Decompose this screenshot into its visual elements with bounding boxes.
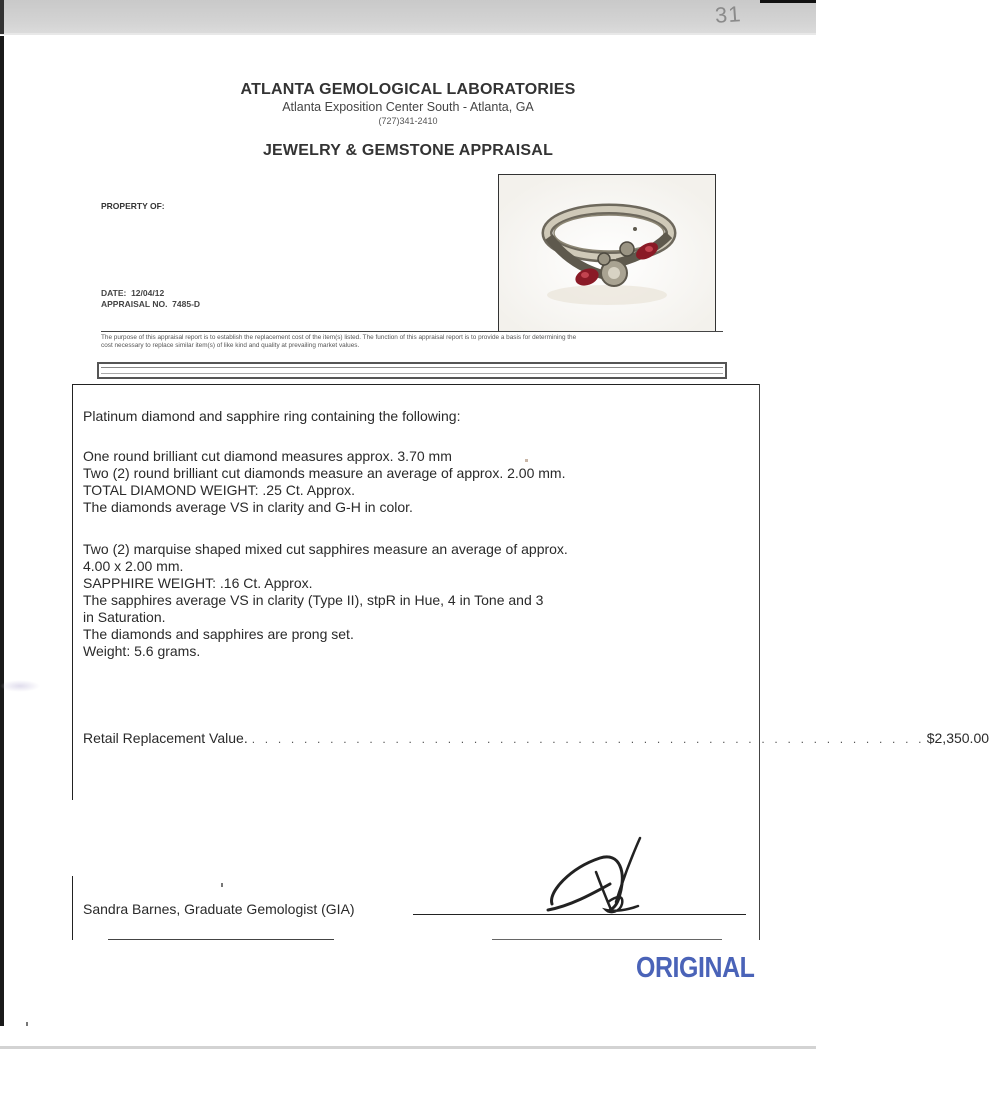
original-stamp: ORIGINAL [636,952,755,984]
purpose-statement [101,334,721,350]
signature-mark [540,832,660,920]
purpose-line-1: The purpose of this appraisal report is to establish the replacement cost of the item(s) listed. The function of this appraisal report is to provide a basis for determining the [101,334,577,341]
side-diamond-left [598,253,610,265]
document-title: JEWELRY & GEMSTONE APPRAISAL [262,142,554,159]
sapphire-line: 4.00 x 2.00 mm. [83,558,184,574]
box-border-bottom-right [492,939,722,940]
diamond-weight-line: TOTAL DIAMOND WEIGHT: .25 Ct. Approx. [83,482,356,498]
gemologist-name: Sandra Barnes, Graduate Gemologist (GIA) [83,901,355,917]
sapphire-right-glint [645,246,653,252]
diamond-line: One round brilliant cut diamond measures approx. 3.70 mm [83,448,452,464]
purpose-line-2: cost necessary to replace similar item(s) of like kind and quality at prevailing market values. [101,342,360,349]
organization-address: Atlanta Exposition Center South - Atlanta, GA [282,100,534,114]
diamond-quality-line: The diamonds average VS in clarity and G-H in color. [83,499,413,515]
organization-phone: (727)341-2410 [378,116,438,126]
sapphire-quality-line: The sapphires average VS in clarity (Type II), stpR in Hue, 4 in Tone and 3 [83,592,544,608]
scan-left-edge [0,36,4,1026]
sapphire-left-glint [581,272,589,278]
scan-bottom-edge [0,1046,816,1049]
box-border-left [72,384,73,800]
ring-photo [498,174,716,332]
box-border-top [72,384,760,385]
scan-smudge [0,680,40,692]
sapphire-line: Two (2) marquise shaped mixed cut sapphires measure an average of approx. [83,541,568,557]
property-of-label: PROPERTY OF: [101,201,165,211]
box-border-left-lower [72,876,73,940]
box-border-bottom [108,939,334,940]
scan-corner-mark [760,0,816,3]
weight-line: Weight: 5.6 grams. [83,643,201,659]
replacement-value-amount: $2,350.00 [926,730,989,746]
scan-speck [525,459,528,462]
sapphire-quality-line: in Saturation. [83,609,166,625]
side-diamond-top [620,242,634,256]
date-line [101,288,164,298]
center-diamond-glint [608,267,620,279]
handwritten-page-number: 31 [714,1,743,28]
diamond-line: Two (2) round brilliant cut diamonds measure an average of approx. 2.00 mm. [83,465,566,481]
leader-dots: . . . . . . . . . . . . . . . . . . . . . . . . . . . . . . . . . . . . . . . . . . . . . . . . . . . . [251,732,925,746]
scan-speck [221,883,223,887]
scan-left-edge-top [0,0,4,34]
scan-top-shadow [0,0,816,34]
decorative-band-inner [101,367,723,374]
appraisal-number-line [101,299,200,309]
scan-speck [26,1022,28,1026]
appraisal-number-value: 7485-D [172,299,201,309]
decorative-band [97,362,727,379]
description-intro: Platinum diamond and sapphire ring containing the following: [83,408,461,424]
organization-name: ATLANTA GEMOLOGICAL LABORATORIES [240,81,576,98]
ring-illustration [499,175,715,331]
purpose-divider [101,331,723,332]
box-border-right [759,384,760,940]
scan-edge [0,33,816,35]
appraisal-number-label: APPRAISAL NO. [101,299,168,309]
sapphire-weight-line: SAPPHIRE WEIGHT: .16 Ct. Approx. [83,575,313,591]
setting-line: The diamonds and sapphires are prong set. [83,626,354,642]
ring-shadow [547,285,667,305]
replacement-value-label: Retail Replacement Value. [83,730,248,746]
replacement-value-row [83,730,989,746]
hallmark [633,227,637,231]
date-label: DATE: [101,288,127,298]
date-value: 12/04/12 [131,288,165,298]
